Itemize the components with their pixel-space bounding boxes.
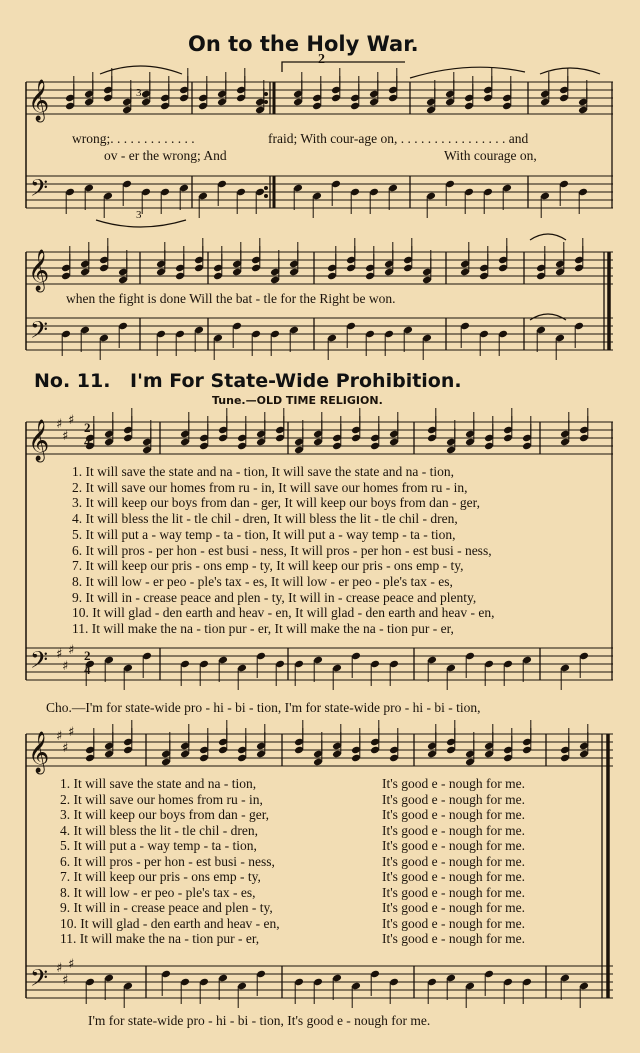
hymn2-title: I'm For State-Wide Prohibition. (130, 370, 462, 392)
refrain-line: It's good e - nough for me. (382, 791, 526, 807)
verse-line: 8. It will low - er peo - ple's tax - es, It will low - er peo - ple's tax - es, (72, 573, 453, 589)
svg-text:𝄞: 𝄞 (28, 80, 50, 121)
svg-text:𝄞: 𝄞 (28, 420, 50, 461)
verse-line: 4. It will bless the lit - tle chil - dren, It will bless the lit - tle chil - dren, (72, 511, 458, 527)
verse-line: 8. It will low - er peo - ple's tax - es, (60, 884, 256, 900)
time-sig-top: 2 (84, 420, 91, 435)
verse-line: 11. It will make the na - tion pur - er, (60, 931, 260, 946)
svg-text:𝄢: 𝄢 (30, 646, 49, 679)
svg-text:♯: ♯ (56, 961, 63, 976)
refrain-line: It's good e - nough for me. (382, 884, 526, 900)
hymn2-number: No. 11. (34, 370, 111, 392)
triplet-mark-bass: 3 (136, 209, 142, 221)
hymn1-lyric-line2b: With courage on, (444, 148, 537, 163)
svg-text:𝄞: 𝄞 (28, 732, 50, 773)
volta-bracket (282, 62, 405, 72)
verse-line: 2. It will save our homes from ru - in, (60, 791, 263, 807)
refrain-line: It's good e - nough for me. (382, 822, 526, 838)
verse-line: 10. It will glad - den earth and heav - en, It will glad - den earth and heav - en, (72, 605, 495, 621)
chorus-line-a: Cho.—I'm for state-wide pro - hi - bi - tion, I'm for state-wide pro - hi - bi - tion, (46, 700, 481, 715)
refrain-line: It's good e - nough for me. (382, 776, 526, 791)
refrain-line: It's good e - nough for me. (382, 915, 526, 931)
svg-text:♯: ♯ (68, 957, 75, 972)
verse-line: 5. It will put a - way temp - ta - tion, (60, 838, 257, 853)
verse-line: 9. It will in - crease peace and plen - ty, (60, 900, 273, 915)
verse-line: 5. It will put a - way temp - ta - tion, It will put a - way temp - ta - tion, (72, 526, 456, 542)
chorus-line-b: I'm for state-wide pro - hi - bi - tion, It's good e - nough for me. (88, 1013, 431, 1028)
verse-line: 7. It will keep our pris - ons emp - ty, (60, 869, 261, 884)
verse-line: 1. It will save the state and na - tion, It will save the state and na - tion, (72, 464, 455, 479)
clefs (28, 79, 49, 997)
svg-text:𝄢: 𝄢 (30, 174, 49, 207)
time-sig-top-bass: 2 (84, 648, 91, 663)
svg-text:♯: ♯ (68, 643, 75, 658)
verse-line: 2. It will save our homes from ru - in, It will save our homes from ru - in, (72, 479, 468, 495)
refrain-line: It's good e - nough for me. (382, 869, 526, 884)
refrain-line: It's good e - nough for me. (382, 807, 526, 822)
triplet-mark: 3 (136, 87, 142, 99)
verse-line: 1. It will save the state and na - tion, (60, 776, 257, 791)
svg-text:♯: ♯ (68, 413, 75, 428)
verse-line: 11. It will make the na - tion pur - er, It will make the na - tion pur - er, (72, 621, 454, 636)
svg-text:♯: ♯ (62, 973, 69, 988)
time-sig-bottom-bass: 4 (84, 662, 91, 677)
hymn1-lyric-line2: ov - er the wrong; And (104, 148, 227, 163)
verse-line: 6. It will pros - per hon - est busi - ness, It will pros - per hon - est busi - ness, (72, 542, 492, 558)
verse-line: 3. It will keep our boys from dan - ger, It will keep our boys from dan - ger, (72, 495, 480, 511)
refrain-line: It's good e - nough for me. (382, 900, 526, 915)
svg-text:♯: ♯ (56, 729, 63, 744)
hymn1-lyric-line1a: wrong;. . . . . . . . . . . . . (72, 131, 195, 146)
svg-text:♯: ♯ (62, 429, 69, 444)
ending-number: 2 (318, 52, 325, 67)
verse-line: 4. It will bless the lit - tle chil - dren, (60, 822, 258, 838)
verse-line: 10. It will glad - den earth and heav - en, (60, 915, 280, 931)
svg-text:♯: ♯ (62, 659, 69, 674)
refrain-line: It's good e - nough for me. (382, 931, 526, 946)
time-sig-bottom: 4 (84, 434, 91, 449)
refrain-line: It's good e - nough for me. (382, 853, 526, 869)
svg-text:♯: ♯ (68, 725, 75, 740)
svg-text:♯: ♯ (62, 741, 69, 756)
verse-line: 3. It will keep our boys from dan - ger, (60, 807, 270, 822)
svg-text:♯: ♯ (56, 417, 63, 432)
hymn1-lyric-line3: when the fight is done Will the bat - tle for the Right be won. (66, 291, 396, 306)
verse-line: 7. It will keep our pris - ons emp - ty, It will keep our pris - ons emp - ty, (72, 558, 464, 574)
svg-text:𝄢: 𝄢 (30, 964, 49, 997)
svg-text:𝄢: 𝄢 (30, 316, 49, 349)
refrain-line: It's good e - nough for me. (382, 838, 526, 853)
hymn1-lyric-line1b: fraid; With cour-age on, . . . . . . . . . . . . . . . . and (268, 131, 529, 146)
hymn2-tune: Tune.—OLD TIME RELIGION. (212, 394, 383, 407)
verse-line: 9. It will in - crease peace and plen - ty, It will in - crease peace and plenty, (72, 589, 477, 605)
svg-text:♯: ♯ (56, 647, 63, 662)
svg-text:𝄞: 𝄞 (28, 250, 50, 291)
hymn1-title: On to the Holy War. (188, 32, 419, 56)
verse-line: 6. It will pros - per hon - est busi - ness, (60, 853, 275, 869)
